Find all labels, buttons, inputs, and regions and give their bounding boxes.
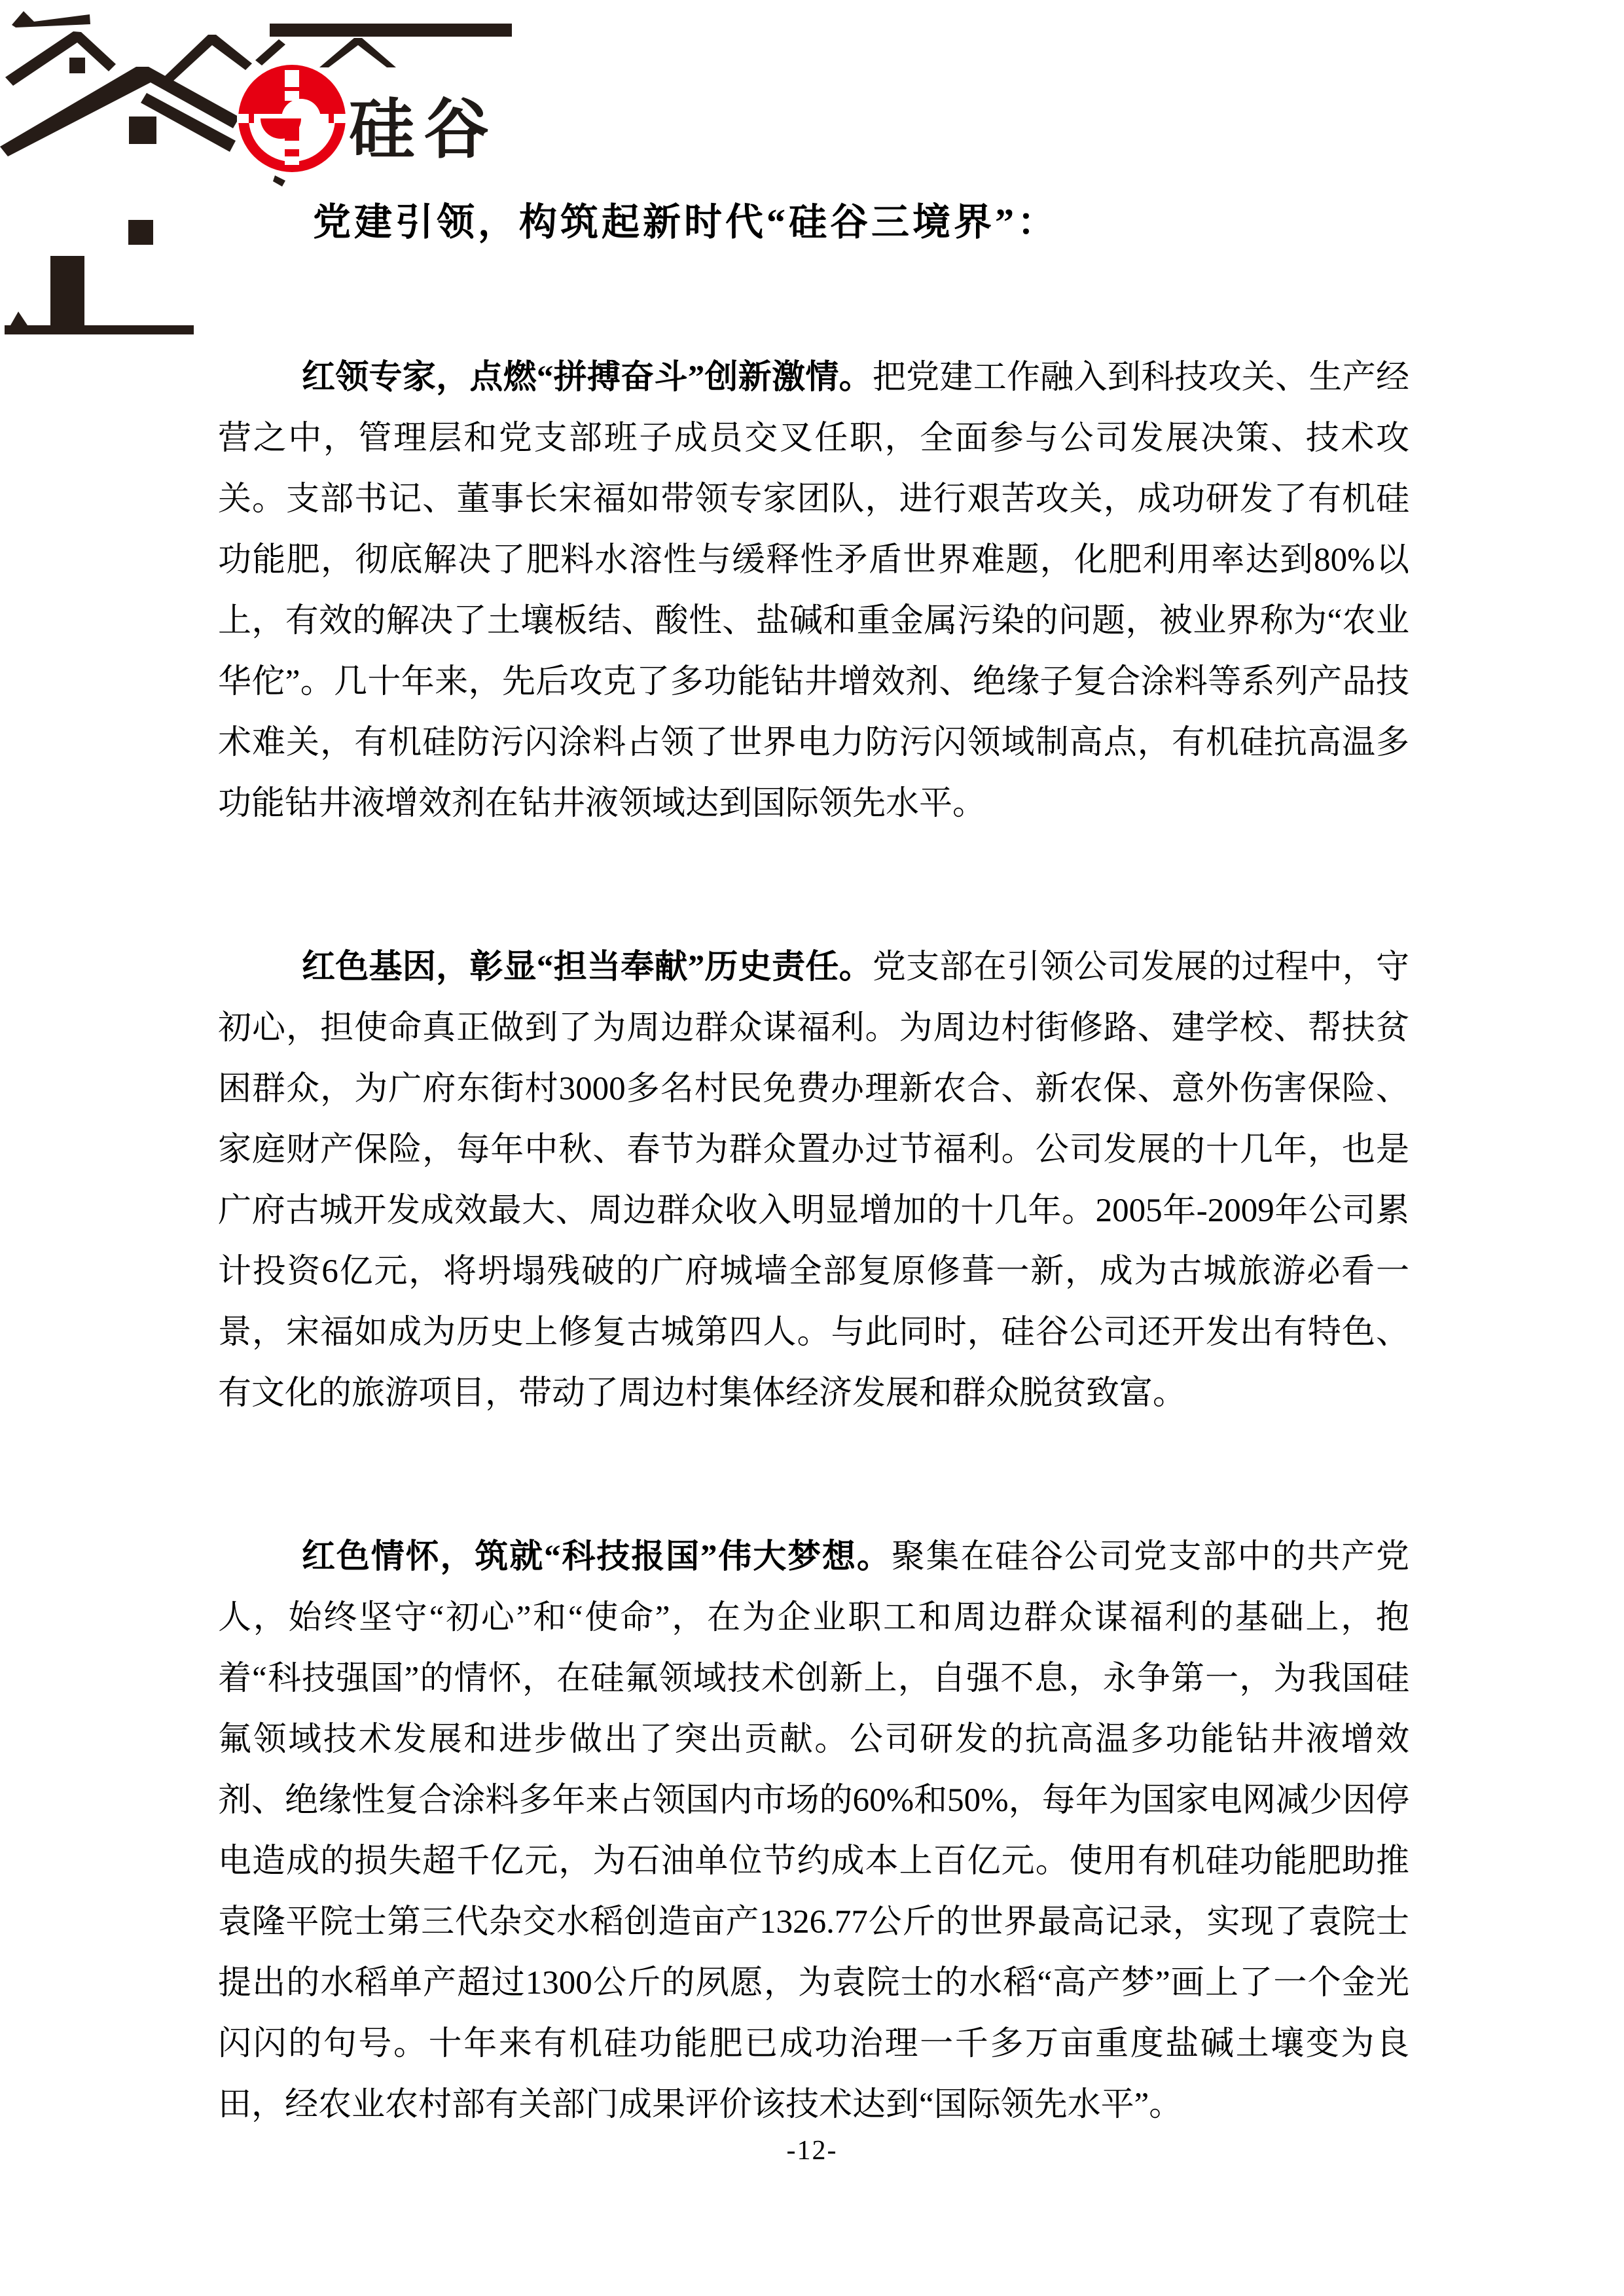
- paragraph-lead: 红领专家，点燃“拼搏奋斗”创新激情。: [302, 359, 873, 396]
- red-s-emblem-icon: [237, 65, 347, 172]
- page-number: -12-: [786, 2136, 838, 2166]
- logo: [0, 5, 550, 342]
- paragraph: [218, 348, 1409, 834]
- paragraph-body: 把党建工作融入到科技攻关、生产经营之中，管理层和党支部班子成员交叉任职，全面参与公司发展决策、技术攻关。支部书记、董事长宋福如带领专家团队，进行艰苦攻关，成功研发了有机硅功能肥，彻底解决了肥料水溶性与缓释性矛盾世界难题，化肥利用率达到80%以上，有效的解决了土壤板结、酸性、盐碱和重金属污染的问题，被业界称为“农业华佗”。几十年来，先后攻克了多功能钻井增效剂、绝缘子复合涂料等系列产品技术难关，有机硅防污闪涂料占领了世界电力防污闪领域制高点，有机硅抗高温多功能钻井液增效剂在钻井液领域达到国际领先水平。: [218, 359, 1409, 822]
- rooftops-icon: [0, 11, 512, 334]
- paragraph: [218, 1527, 1409, 2136]
- paragraph-body: 党支部在引领公司发展的过程中，守初心，担使命真正做到了为周边群众谋福利。为周边村街修路、建学校、帮扶贫困群众，为广府东街村3000多名村民免费办理新农合、新农保、意外伤害保险、家庭财产保险，每年中秋、春节为群众置办过节福利。公司发展的十几年，也是广府古城开发成效最大、周边群众收入明显增加的十几年。2005年-2009年公司累计投资6亿元，将坍塌残破的广府城墙全部复原修葺一新，成为古城旅游必看一景，宋福如成为历史上修复古城第四人。与此同时，硅谷公司还开发出有特色、有文化的旅游项目，带动了周边村集体经济发展和群众脱贫致富。: [218, 949, 1409, 1412]
- paragraph-lead: 红色基因，彰显“担当奉献”历史责任。: [302, 949, 873, 986]
- paragraph-lead: 红色情怀，筑就“科技报国”伟大梦想。: [302, 1539, 892, 1575]
- page-title: 党建引领，构筑起新时代“硅谷三境界”：: [313, 201, 1059, 243]
- paragraph-body: 聚集在硅谷公司党支部中的共产党人，始终坚守“初心”和“使命”，在为企业职工和周边群众谋福利的基础上，抱着“科技强国”的情怀，在硅氟领域技术创新上，自强不息，永争第一，为我国硅氟领域技术发展和进步做出了突出贡献。公司研发的抗高温多功能钻井液增效剂、绝缘性复合涂料多年来占领国内市场的60%和50%，每年为国家电网减少因停电造成的损失超千亿元，为石油单位节约成本上百亿元。使用有机硅功能肥助推袁隆平院士第三代杂交水稻创造亩产1326.77公斤的世界最高记录，实现了袁院士提出的水稻单产超过1300公斤的夙愿，为袁院士的水稻“高产梦”画上了一个金光闪闪的句号。十年来有机硅功能肥已成功治理一千多万亩重度盐碱土壤变为良田，经农业农村部有关部门成果评价该技术达到“国际领先水平”。: [218, 1539, 1409, 2123]
- paragraph: [218, 937, 1409, 1424]
- document-body: [218, 348, 1409, 2136]
- logo-graphic: [0, 5, 550, 342]
- logo-wordmark: 硅谷: [349, 93, 498, 166]
